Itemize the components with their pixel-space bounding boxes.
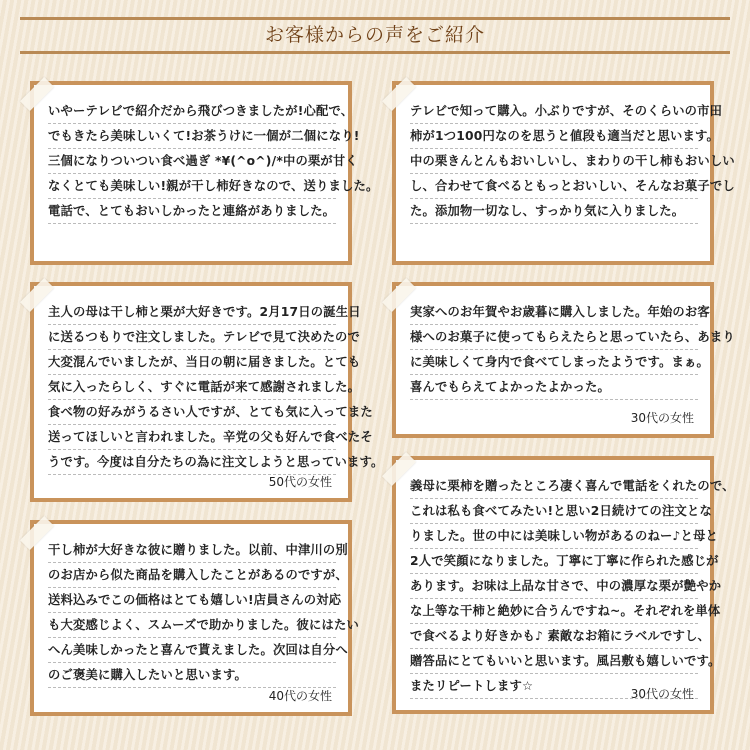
text-line: 義母に栗柿を贈ったところ凄く喜んで電話をくれたので、 bbox=[410, 474, 698, 499]
title-rule-bottom bbox=[20, 51, 730, 54]
testimonial-text bbox=[410, 99, 735, 224]
text-line: あります。お味は上品な甘さで、中の濃厚な栗が艶やか bbox=[410, 574, 698, 599]
testimonial-card bbox=[30, 81, 379, 265]
text-line: し、合わせて食べるともっとおいしい、そんなお菓子でし bbox=[410, 174, 698, 199]
text-line: 贈答品にとてもいいと思います。風呂敷も嬉しいです。 bbox=[410, 649, 698, 674]
text-line: 中の栗きんとんもおいしいし、まわりの干し柿もおいしい bbox=[410, 149, 698, 174]
text-line: に美味しくて身内で食べてしまったようです。まぁ。 bbox=[410, 350, 698, 375]
text-line: なくとても美味しい!親が干し柿好きなので、送りました。 bbox=[48, 174, 336, 199]
text-line: 柿が1つ100円なのを思うと値段も適当だと思います。 bbox=[410, 124, 698, 149]
text-line: 送料込みでこの価格はとても嬉しい!店員さんの対応 bbox=[48, 588, 336, 613]
reviewer-age: 30代の女性 bbox=[630, 687, 694, 701]
reviewer-age: 40代の女性 bbox=[268, 689, 332, 703]
testimonial-text bbox=[48, 538, 359, 688]
page-title: お客様からの声をご紹介 bbox=[264, 24, 485, 46]
testimonial-text bbox=[48, 99, 379, 224]
text-line: 電話で、とてもおいしかったと連絡がありました。 bbox=[48, 199, 336, 224]
text-line: 実家へのお年賀やお歳暮に購入しました。年始のお客 bbox=[410, 300, 698, 325]
text-line: へん美味しかったと喜んで貰えました。次回は自分へ bbox=[48, 638, 336, 663]
text-line: 主人の母は干し柿と栗が大好きです。2月17日の誕生日 bbox=[48, 300, 336, 325]
text-line: 2人で笑顔になりました。丁寧に丁寧に作られた感じが bbox=[410, 549, 698, 574]
reviewer-age: 30代の女性 bbox=[630, 411, 694, 425]
testimonial-card bbox=[30, 282, 384, 502]
testimonial-card bbox=[392, 282, 735, 438]
text-line: た。添加物一切なし、すっかり気に入りました。 bbox=[410, 199, 698, 224]
testimonial-text bbox=[48, 300, 384, 475]
text-line: これは私も食べてみたい!と思い2日続けての注文とな bbox=[410, 499, 698, 524]
text-line: 喜んでもらえてよかったよかった。 bbox=[410, 375, 698, 400]
testimonial-text bbox=[410, 300, 735, 400]
text-line: 三個になりついつい食べ過ぎ *¥(^o^)/*中の栗が甘く bbox=[48, 149, 336, 174]
text-line: 気に入ったらしく、すぐに電話が来て感謝されました。 bbox=[48, 375, 336, 400]
text-line: に送るつもりで注文しました。テレビで見て決めたので bbox=[48, 325, 336, 350]
text-line: のご褒美に購入したいと思います。 bbox=[48, 663, 336, 688]
text-line: な上等な干柿と絶妙に合うんですね~。それぞれを単体 bbox=[410, 599, 698, 624]
text-line: 大変混んでいましたが、当日の朝に届きました。とても bbox=[48, 350, 336, 375]
text-line: いやーテレビで紹介だから飛びつきましたが!心配で、 bbox=[48, 99, 336, 124]
text-line: うです。今度は自分たちの為に注文しようと思っています。 bbox=[48, 450, 336, 475]
testimonial-card bbox=[392, 456, 735, 714]
text-line: のお店から似た商品を購入したことがあるのですが、 bbox=[48, 563, 336, 588]
text-line: でもきたら美味しいくて!お茶うけに一個が二個になり! bbox=[48, 124, 336, 149]
text-line: テレビで知って購入。小ぶりですが、そのくらいの市田 bbox=[410, 99, 698, 124]
text-line: りました。世の中には美味しい物があるのねー♪と母と bbox=[410, 524, 698, 549]
testimonial-text bbox=[410, 474, 735, 699]
testimonial-card bbox=[392, 81, 735, 265]
text-line: 食べ物の好みがうるさい人ですが、とても気に入ってまた bbox=[48, 400, 336, 425]
text-line: も大変感じよく、スムーズで助かりました。彼にはたい bbox=[48, 613, 336, 638]
reviewer-age: 50代の女性 bbox=[268, 475, 332, 489]
text-line: 様へのお菓子に使ってもらえたらと思っていたら、あまり bbox=[410, 325, 698, 350]
text-line: 干し柿が大好きな彼に贈りました。以前、中津川の別 bbox=[48, 538, 336, 563]
text-line: またリピートします☆ bbox=[410, 674, 698, 699]
testimonial-card bbox=[30, 520, 359, 716]
text-line: 送ってほしいと言われました。辛党の父も好んで食べたそ bbox=[48, 425, 336, 450]
text-line: で食べるより好きかも♪ 素敵なお箱にラベルですし、 bbox=[410, 624, 698, 649]
